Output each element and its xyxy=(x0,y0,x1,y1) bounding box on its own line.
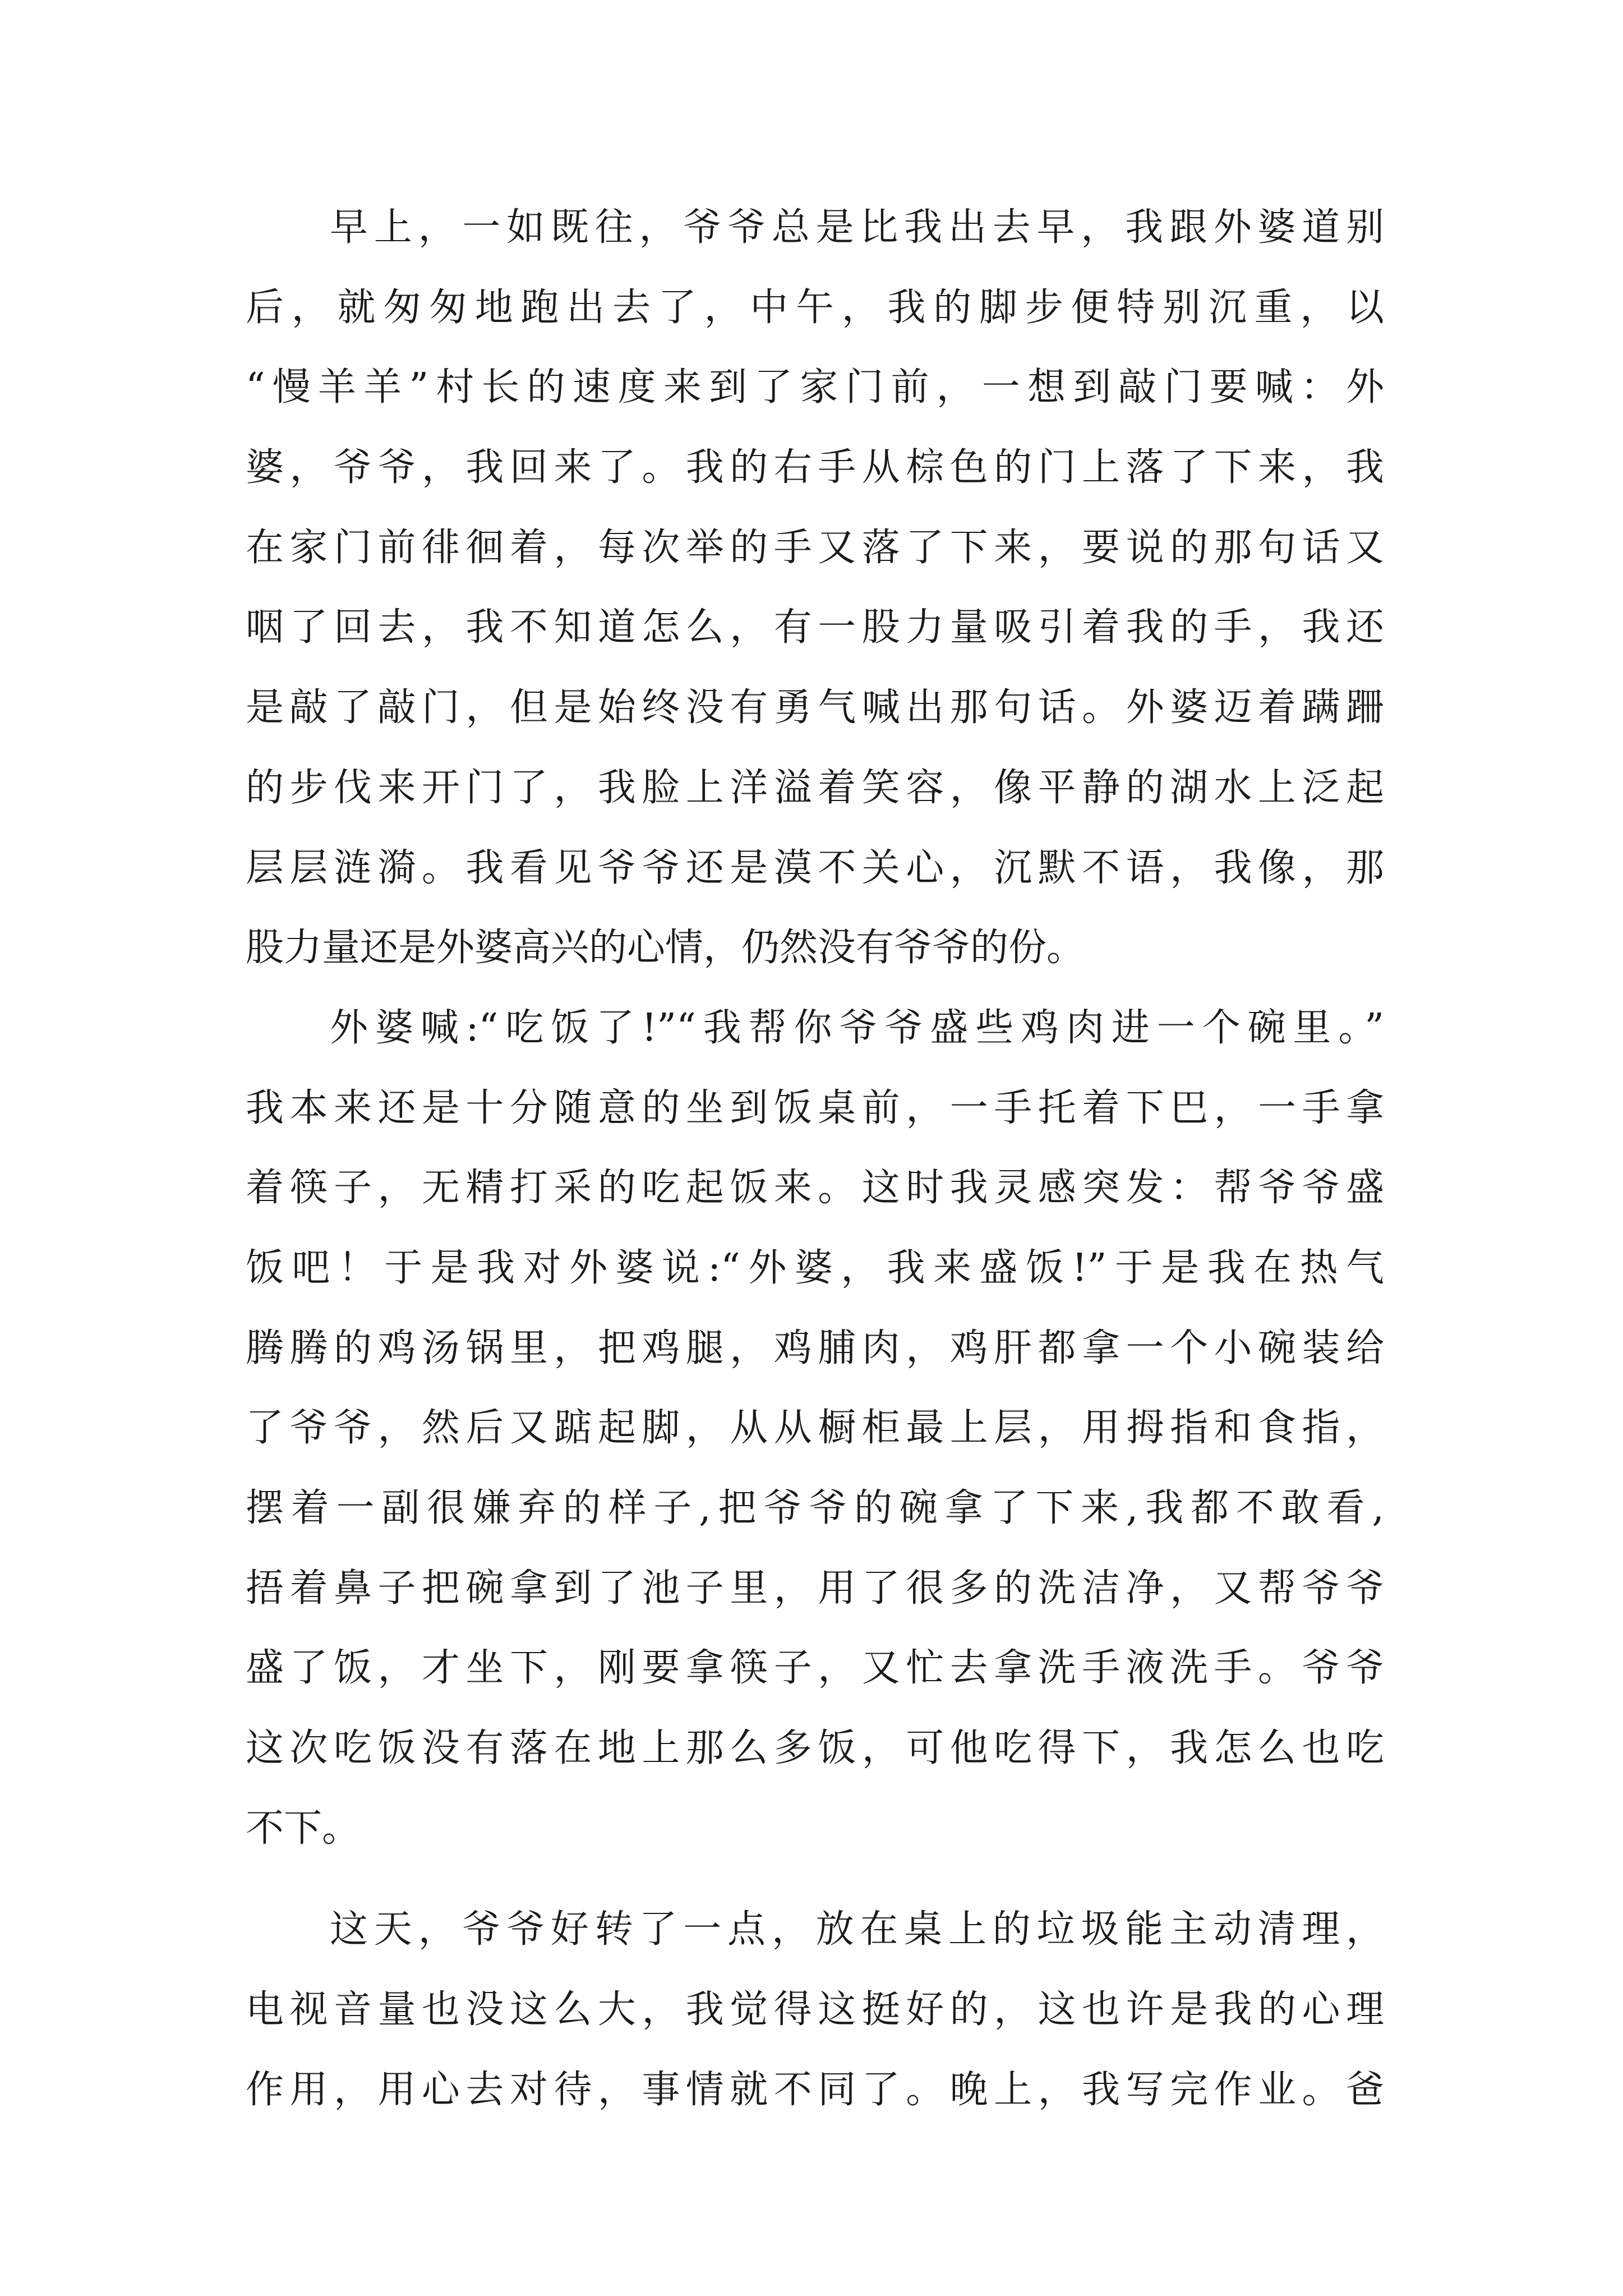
text-line: 的步伐来开门了，我脸上洋溢着笑容，像平静的湖水上泛起 xyxy=(246,765,1384,810)
text-line: “慢羊羊”村长的速度来到了家门前，一想到敲门要喊：外 xyxy=(246,365,1384,410)
text-line: 在家门前徘徊着，每次举的手又落了下来，要说的那句话又 xyxy=(246,525,1384,570)
document-body xyxy=(246,205,1384,2150)
text-line: 层层涟漪。我看见爷爷还是漠不关心，沉默不语，我像，那 xyxy=(246,845,1384,890)
text-line: 不下。 xyxy=(246,1806,361,1851)
text-line: 股力量还是外婆高兴的心情，仍然没有爷爷的份。 xyxy=(246,926,1085,970)
text-line: 外婆喊:“吃饭了!”“我帮你爷爷盛些鸡肉进一个碗里。” xyxy=(330,1005,1384,1050)
text-line: 早上，一如既往，爷爷总是比我出去早，我跟外婆道别 xyxy=(330,205,1384,250)
text-line: 盛了饭，才坐下，刚要拿筷子，又忙去拿洗手液洗手。爷爷 xyxy=(246,1646,1384,1691)
text-line: 着筷子，无精打采的吃起饭来。这时我灵感突发：帮爷爷盛 xyxy=(246,1166,1384,1211)
text-line: 咽了回去，我不知道怎么，有一股力量吸引着我的手，我还 xyxy=(246,605,1384,650)
paragraph-1 xyxy=(246,205,1384,970)
text-line: 这次吃饭没有落在地上那么多饭，可他吃得下，我怎么也吃 xyxy=(246,1726,1384,1771)
text-line: 饭吧！于是我对外婆说:“外婆，我来盛饭!”于是我在热气 xyxy=(246,1245,1384,1290)
text-line: 婆，爷爷，我回来了。我的右手从棕色的门上落了下来，我 xyxy=(246,445,1384,490)
paragraph-2 xyxy=(246,1005,1384,1851)
text-line: 了爷爷，然后又踮起脚，从从橱柜最上层，用拇指和食指， xyxy=(246,1406,1384,1451)
text-line: 腾腾的鸡汤锅里，把鸡腿，鸡脯肉，鸡肝都拿一个小碗装给 xyxy=(246,1326,1384,1370)
text-line: 电视音量也没这么大，我觉得这挺好的，这也许是我的心理 xyxy=(246,1987,1384,2032)
text-line: 后，就匆匆地跑出去了，中午，我的脚步便特别沉重，以 xyxy=(246,285,1384,330)
paragraph-3 xyxy=(246,1907,1384,2112)
text-line: 捂着鼻子把碗拿到了池子里，用了很多的洗洁净，又帮爷爷 xyxy=(246,1566,1384,1611)
text-line: 我本来还是十分随意的坐到饭桌前，一手托着下巴，一手拿 xyxy=(246,1085,1384,1130)
text-line: 这天，爷爷好转了一点，放在桌上的垃圾能主动清理， xyxy=(330,1907,1384,1952)
text-line: 摆着一副很嫌弃的样子,把爷爷的碗拿了下来,我都不敢看, xyxy=(246,1486,1384,1530)
paragraph-spacer xyxy=(246,1888,1384,1910)
text-line: 是敲了敲门，但是始终没有勇气喊出那句话。外婆迈着蹒跚 xyxy=(246,685,1384,730)
text-line: 作用，用心去对待，事情就不同了。晚上，我写完作业。爸 xyxy=(246,2067,1384,2112)
